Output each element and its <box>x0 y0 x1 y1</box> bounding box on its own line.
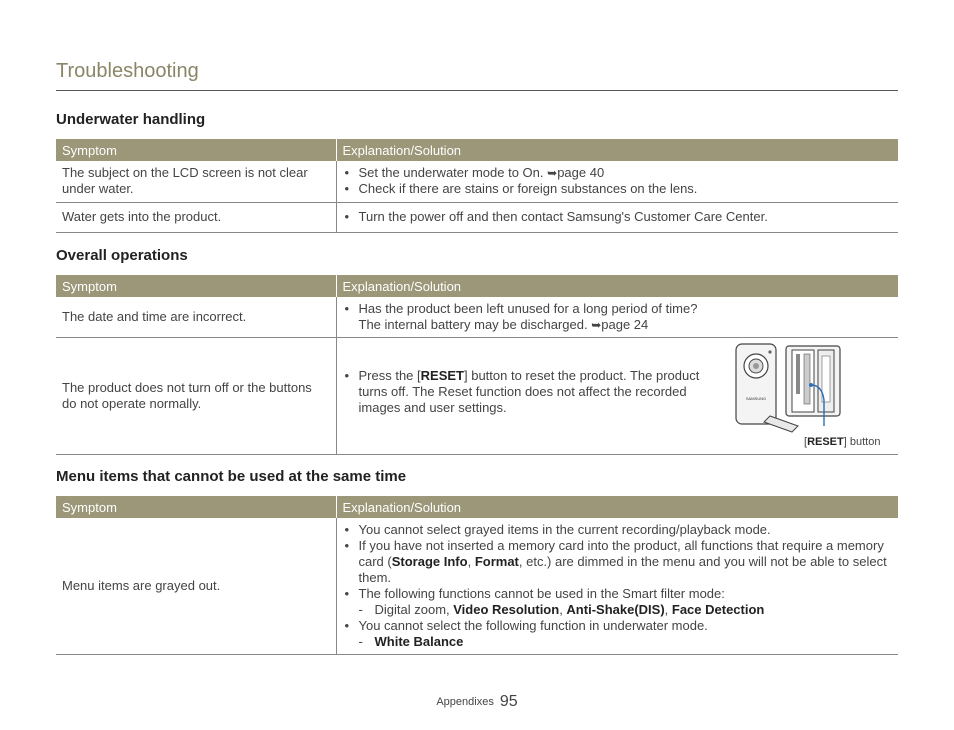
table-row <box>56 297 898 338</box>
bullet-item: • Press the [RESET] button to reset the product. The product turns off. The Reset function does not affect the recorded images and user settings. <box>343 368 723 416</box>
sub-item: - Digital zoom, Video Resolution, Anti-Shake(DIS), Face Detection <box>358 602 765 617</box>
column-header-solution: Explanation/Solution <box>336 496 898 518</box>
page-reference: page 40 <box>557 165 605 181</box>
menu-table <box>56 496 898 655</box>
bullet-item: • You cannot select grayed items in the current recording/playback mode. <box>343 522 893 538</box>
table-row <box>56 518 898 655</box>
symptom-cell: The product does not turn off or the buttons do not operate normally. <box>56 338 336 455</box>
camera-illustration <box>732 342 892 450</box>
column-header-symptom: Symptom <box>56 496 336 518</box>
sub-item: - White Balance <box>358 634 464 649</box>
table-header-row <box>56 139 898 161</box>
table-row <box>56 338 898 455</box>
solution-cell <box>336 338 898 455</box>
section-heading-menu: Menu items that cannot be used at the same time <box>56 468 407 485</box>
column-header-solution: Explanation/Solution <box>336 139 898 161</box>
camcorder-reset-button-illustration <box>734 342 844 434</box>
column-header-symptom: Symptom <box>56 139 336 161</box>
solution-cell <box>336 202 898 232</box>
bullet-item: • Has the product been left unused for a long period of time? The internal battery may be discharged. ➥page 24 <box>343 301 893 333</box>
page-reference-arrow-icon: ➥ <box>591 318 602 332</box>
solution-cell <box>336 161 898 202</box>
symptom-cell: Menu items are grayed out. <box>56 518 336 655</box>
section-heading-underwater: Underwater handling <box>56 111 206 128</box>
section-heading-overall: Overall operations <box>56 247 188 264</box>
overall-table <box>56 275 898 455</box>
page-reference-arrow-icon: ➥ <box>547 166 558 181</box>
title-divider <box>56 90 898 91</box>
page-reference: page 24 <box>601 317 649 332</box>
brand-label: SAMSUNG <box>745 396 767 401</box>
symptom-cell: The date and time are incorrect. <box>56 297 336 338</box>
page-footer <box>0 693 954 711</box>
bullet-item: • Turn the power off and then contact Samsung's Customer Care Center. <box>343 209 893 225</box>
reset-button-caption: [RESET] button <box>804 436 881 448</box>
table-row <box>56 161 898 202</box>
solution-cell <box>336 518 898 655</box>
column-header-symptom: Symptom <box>56 275 336 297</box>
solution-cell <box>336 297 898 338</box>
column-header-solution: Explanation/Solution <box>336 275 898 297</box>
bullet-item: • Check if there are stains or foreign substances on the lens. <box>343 181 893 197</box>
bullet-item: • If you have not inserted a memory card into the product, all functions that require a memory card (Storage Info, Format, etc.) are dimmed in the menu and you will not be able to select them. <box>343 538 893 586</box>
page-title: Troubleshooting <box>56 60 199 82</box>
footer-section-label: Appendixes <box>436 696 494 708</box>
bullet-item: • Set the underwater mode to On. ➥page 40 <box>343 165 893 181</box>
underwater-table <box>56 139 898 233</box>
table-row <box>56 202 898 232</box>
page-number: 95 <box>499 693 518 710</box>
symptom-cell: Water gets into the product. <box>56 202 336 232</box>
table-header-row <box>56 496 898 518</box>
bullet-item: • The following functions cannot be used in the Smart filter mode: - Digital zoom, Video Resolution, Anti-Shake(DIS), Face Detection <box>343 586 893 618</box>
bullet-item: • You cannot select the following function in underwater mode. - White Balance <box>343 618 893 650</box>
symptom-cell: The subject on the LCD screen is not clear under water. <box>56 161 336 202</box>
table-header-row <box>56 275 898 297</box>
